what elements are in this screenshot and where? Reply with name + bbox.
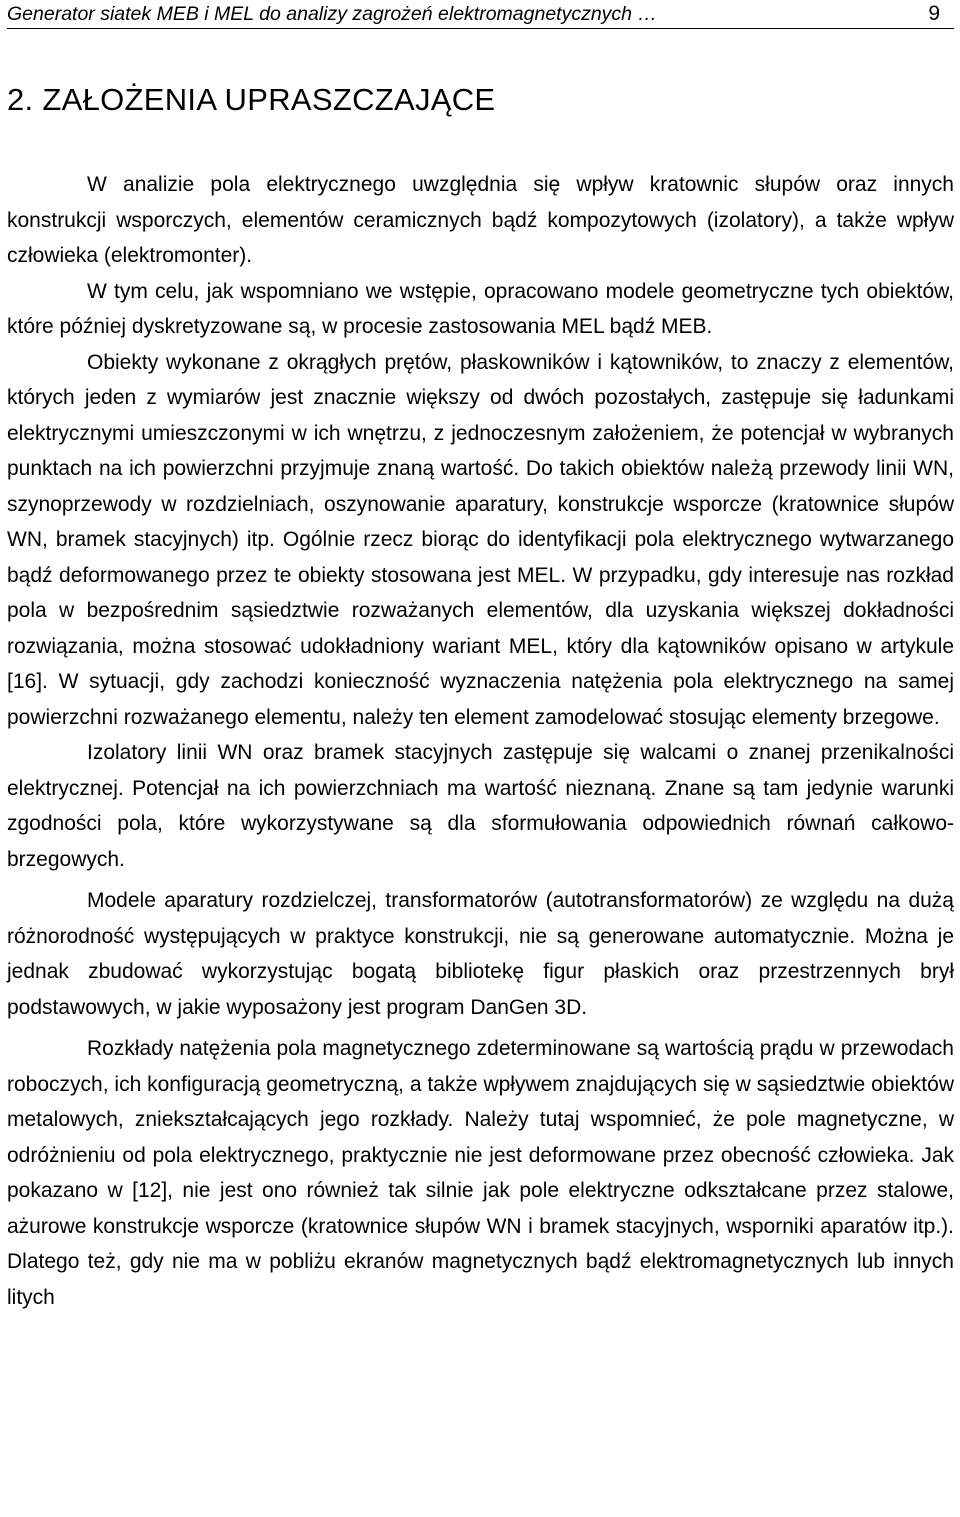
paragraph: Rozkłady natężenia pola magnetycznego zdeterminowane są wartością prądu w przewodach roboczych, ich konfiguracją geometryczną, a także wpływem znajdujących się w sąsiedztwie obiektów metalowych, zniekształcających jego rozkłady. Należy tutaj wspomnieć, że pole magnetyczne, w odróżnieniu od pola elektrycznego, praktycznie nie jest deformowane przez obecność człowieka. Jak pokazano w [12], nie jest ono również tak silnie jak pole elektryczne odkształcane przez stalowe, ażurowe konstrukcje wsporcze (kratownice słupów WN i bramek stacyjnych, wsporniki aparatów itp.). Dlatego też, gdy nie ma w pobliżu ekranów magnetycznych bądź elektromagnetycznych lub innych litych (7, 1037, 954, 1309)
running-title: Generator siatek MEB i MEL do analizy zagrożeń elektromagnetycznych … (7, 3, 657, 25)
section-heading: 2. ZAŁOŻENIA UPRASZCZAJĄCE (7, 82, 496, 117)
paragraph: W tym celu, jak wspomniano we wstępie, opracowano modele geometryczne tych obiektów, które później dyskretyzowane są, w procesie zastosowania MEL bądź MEB. (7, 279, 954, 338)
page-number: 9 (928, 2, 940, 25)
body-text (7, 167, 954, 1315)
paragraph: Obiekty wykonane z okrągłych prętów, płaskowników i kątowników, to znaczy z elementów, których jeden z wymiarów jest znacznie większy od dwóch pozostałych, zastępuje się ładunkami elektrycznymi umieszczonymi w ich wnętrzu, z jednoczesnym założeniem, że potencjał w wybranych punktach na ich powierzchni przyjmuje znaną wartość. Do takich obiektów należą przewody linii WN, szynoprzewody w rozdzielniach, oszynowanie aparatury, konstrukcje wsporcze (kratownice słupów WN, bramek stacyjnych) itp. Ogólnie rzecz biorąc do identyfikacji pola elektrycznego wytwarzanego bądź deformowanego przez te obiekty stosowana jest MEL. W przypadku, gdy interesuje nas rozkład pola w bezpośrednim sąsiedztwie rozważanych elementów, dla uzyskania większej dokładności rozwiązania, można stosować udokładniony wariant MEL, który dla kątowników opisano w artykule [16]. W sytuacji, gdy zachodzi konieczność wyznaczenia natężenia pola elektrycznego na samej powierzchni rozważanego elementu, należy ten element zamodelować stosując elementy brzegowe. (7, 350, 954, 729)
paragraph: W analizie pola elektrycznego uwzględnia się wpływ kratownic słupów oraz innych konstrukcji wsporczych, elementów ceramicznych bądź kompozytowych (izolatory), a także wpływ człowieka (elektromonter). (7, 173, 954, 267)
running-header (7, 0, 954, 29)
paragraph: Modele aparatury rozdzielczej, transformatorów (autotransformatorów) ze względu na dużą różnorodność występujących w praktyce konstrukcji, nie są generowane automatycznie. Można je jednak zbudować wykorzystując bogatą bibliotekę figur płaskich oraz przestrzennych brył podstawowych, w jakie wyposażony jest program DanGen 3D. (7, 889, 954, 1019)
paragraph: Izolatory linii WN oraz bramek stacyjnych zastępuje się walcami o znanej przenikalności elektrycznej. Potencjał na ich powierzchniach ma wartość nieznaną. Znane są tam jedynie warunki zgodności pola, które wykorzystywane są dla sformułowania odpowiednich równań całkowo-brzegowych. (7, 741, 954, 871)
